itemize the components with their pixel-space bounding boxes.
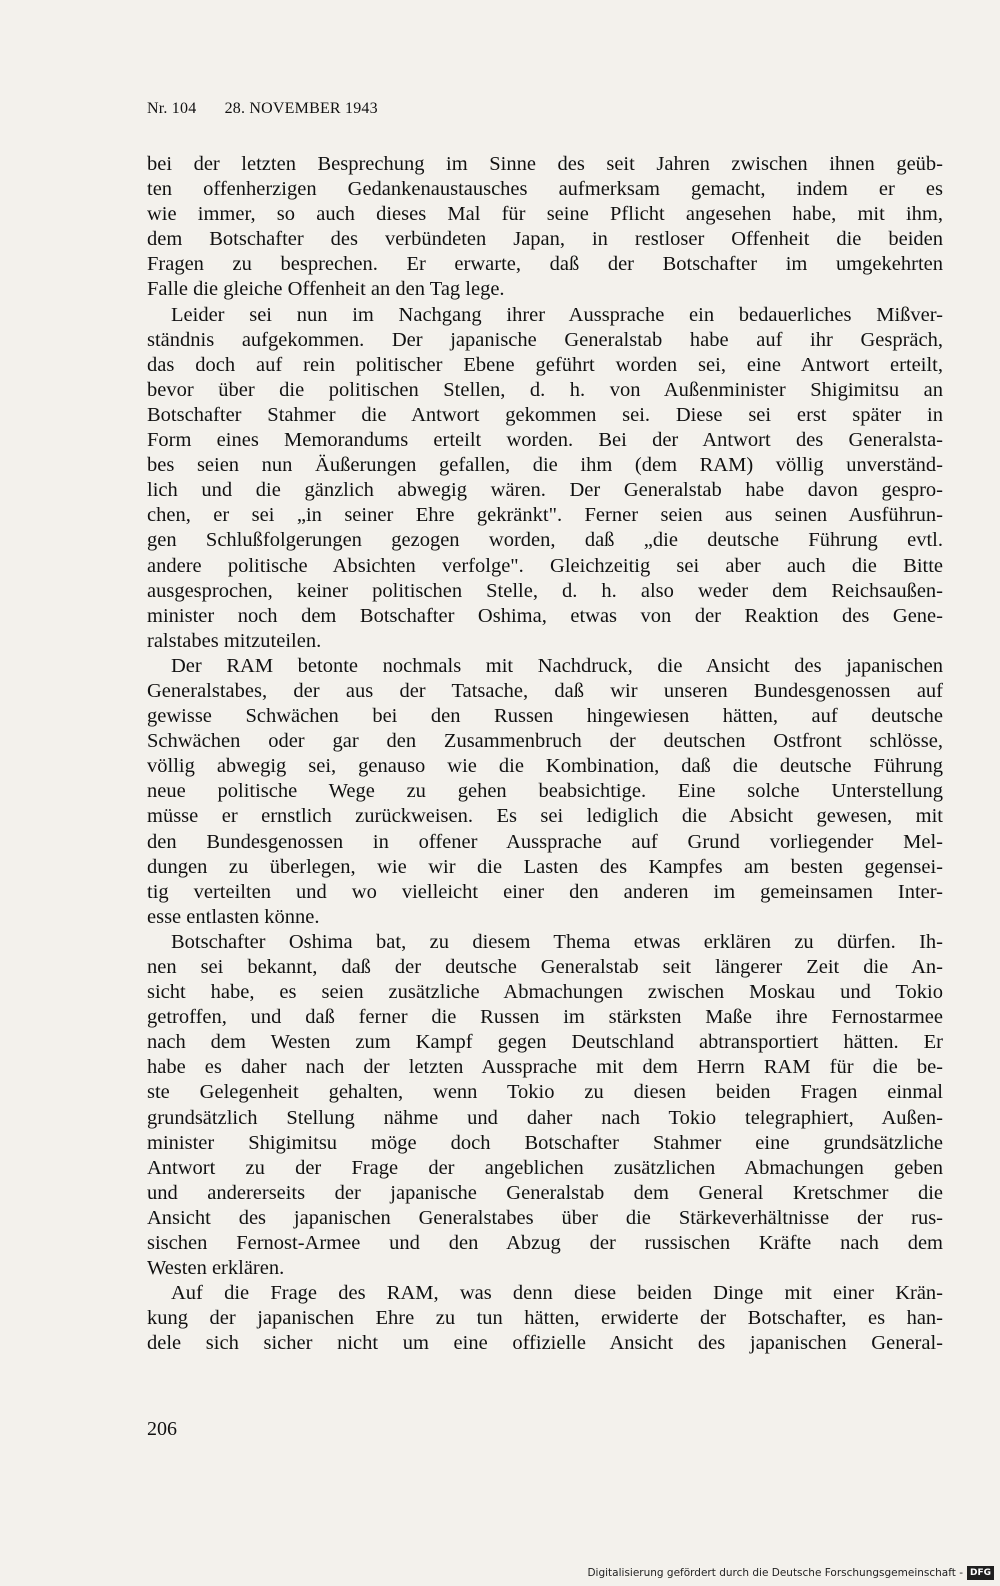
dfg-logo: DFG — [967, 1566, 994, 1580]
text-line: habe es daher nach der letzten Aussprache mit dem Herrn RAM für die be- — [147, 1056, 943, 1079]
page-number: 206 — [147, 1418, 177, 1440]
text-line: völlig abwegig sei, genauso wie die Kombination, daß die deutsche Führung — [147, 755, 943, 778]
document-number: Nr. 104 — [147, 100, 197, 117]
text-line: nen sei bekannt, daß der deutsche Generalstab seit längerer Zeit die An- — [147, 956, 943, 978]
text-line: Botschafter Stahmer die Antwort gekommen sei. Diese sei erst später in — [147, 403, 943, 426]
text-line: Leider sei nun im Nachgang ihrer Aussprache ein bedauerliches Mißver- — [171, 303, 943, 326]
text-line: Der RAM betonte nochmals mit Nachdruck, die Ansicht des japanischen — [171, 654, 943, 677]
text-line: bei der letzten Besprechung im Sinne des seit Jahren zwischen ihnen geüb- — [147, 153, 943, 175]
credit-text: Digitalisierung gefördert durch die Deutsche Forschungsgemeinschaft - — [587, 1567, 963, 1579]
text-line: getroffen, und daß ferner die Russen im stärksten Maße ihre Fernostarmee — [147, 1006, 943, 1029]
text-line: Ansicht des japanischen Generalstabes über die Stärkeverhältnisse der rus- — [147, 1206, 943, 1229]
document-date: 28. NOVEMBER 1943 — [224, 100, 378, 117]
text-line: sicht habe, es seien zusätzliche Abmachungen zwischen Moskau und Tokio — [147, 981, 943, 1004]
running-head — [147, 100, 378, 118]
text-line: dem Botschafter des verbündeten Japan, in restloser Offenheit die beiden — [147, 228, 943, 251]
text-line: Schwächen oder gar den Zusammenbruch der deutschen Ostfront schlösse, — [147, 730, 943, 753]
text-line: lich und die gänzlich abwegig wären. Der Generalstab habe davon gespro- — [147, 479, 943, 502]
paragraph — [147, 654, 943, 930]
text-line: ständnis aufgekommen. Der japanische Generalstab habe auf ihr Gespräch, — [147, 328, 943, 351]
text-line: Westen erklären. — [147, 1257, 285, 1280]
text-line: minister Shigimitsu möge doch Botschafter Stahmer eine grundsätzliche — [147, 1131, 943, 1154]
text-line: neue politische Wege zu gehen beabsichtige. Eine solche Unterstellung — [147, 780, 943, 803]
text-line: das doch auf rein politischer Ebene geführt worden sei, eine Antwort erteilt, — [147, 353, 943, 376]
paragraph — [147, 303, 943, 654]
text-line: dele sich sicher nicht um eine offizielle Ansicht des japanischen General- — [147, 1332, 943, 1355]
text-line: Auf die Frage des RAM, was denn diese beiden Dinge mit einer Krän- — [171, 1282, 943, 1305]
text-line: sischen Fernost-Armee und den Abzug der russischen Kräfte nach dem — [147, 1232, 943, 1255]
text-line: andere politische Absichten verfolge". Gleichzeitig sei aber auch die Bitte — [147, 554, 943, 577]
text-line: Botschafter Oshima bat, zu diesem Thema etwas erklären zu dürfen. Ih- — [171, 930, 943, 953]
text-line: kung der japanischen Ehre zu tun hätten, erwiderte der Botschafter, es han- — [147, 1307, 943, 1330]
text-line: gen Schlußfolgerungen gezogen worden, daß „die deutsche Führung evtl. — [147, 529, 943, 552]
paragraph — [147, 1281, 943, 1356]
text-line: und andererseits der japanische Generalstab dem General Kretschmer die — [147, 1181, 943, 1204]
text-line: ralstabes mitzuteilen. — [147, 629, 322, 652]
text-line: Antwort zu der Frage der angeblichen zusätzlichen Abmachungen geben — [147, 1156, 943, 1179]
digitization-credit — [587, 1566, 994, 1580]
text-line: ausgesprochen, keiner politischen Stelle, d. h. also weder dem Reichsaußen- — [147, 579, 943, 602]
text-line: bes seien nun Äußerungen gefallen, die ihm (dem RAM) völlig unverständ- — [147, 454, 943, 477]
text-line: bevor über die politischen Stellen, d. h. von Außenminister Shigimitsu an — [147, 378, 943, 401]
text-line: wie immer, so auch dieses Mal für seine Pflicht angesehen habe, mit ihm, — [147, 203, 943, 226]
text-line: minister noch dem Botschafter Oshima, etwas von der Reaktion des Gene- — [147, 604, 943, 627]
text-line: Form eines Memorandums erteilt worden. Bei der Antwort des Generalsta- — [147, 429, 943, 452]
text-line: chen, er sei „in seiner Ehre gekränkt". Ferner seien aus seinen Ausführun- — [147, 504, 943, 527]
text-line: ste Gelegenheit gehalten, wenn Tokio zu diesen beiden Fragen einmal — [147, 1081, 943, 1104]
text-line: den Bundesgenossen in offener Aussprache auf Grund vorliegender Mel- — [147, 830, 943, 853]
text-line: grundsätzlich Stellung nähme und daher nach Tokio telegraphiert, Außen- — [147, 1106, 943, 1129]
text-line: Generalstabes, der aus der Tatsache, daß wir unseren Bundesgenossen auf — [147, 679, 943, 702]
text-line: dungen zu überlegen, wie wir die Lasten des Kampfes am besten gegensei- — [147, 855, 943, 878]
text-line: Falle die gleiche Offenheit an den Tag lege. — [147, 278, 505, 301]
text-line: ten offenherzigen Gedankenaustausches aufmerksam gemacht, indem er es — [147, 178, 943, 201]
text-line: tig verteilten und wo vielleicht einer den anderen im gemeinsamen Inter- — [147, 880, 943, 903]
text-line: müsse er ernstlich zurückweisen. Es sei lediglich die Absicht gewesen, mit — [147, 805, 943, 828]
text-line: esse entlasten könne. — [147, 905, 320, 928]
body-text — [147, 152, 943, 1357]
text-line: Fragen zu besprechen. Er erwarte, daß der Botschafter im umgekehrten — [147, 253, 943, 276]
text-line: nach dem Westen zum Kampf gegen Deutschland abtransportiert hätten. Er — [147, 1031, 943, 1054]
text-line: gewisse Schwächen bei den Russen hingewiesen hätten, auf deutsche — [147, 705, 943, 728]
paragraph — [147, 930, 943, 1281]
paragraph — [147, 152, 943, 303]
